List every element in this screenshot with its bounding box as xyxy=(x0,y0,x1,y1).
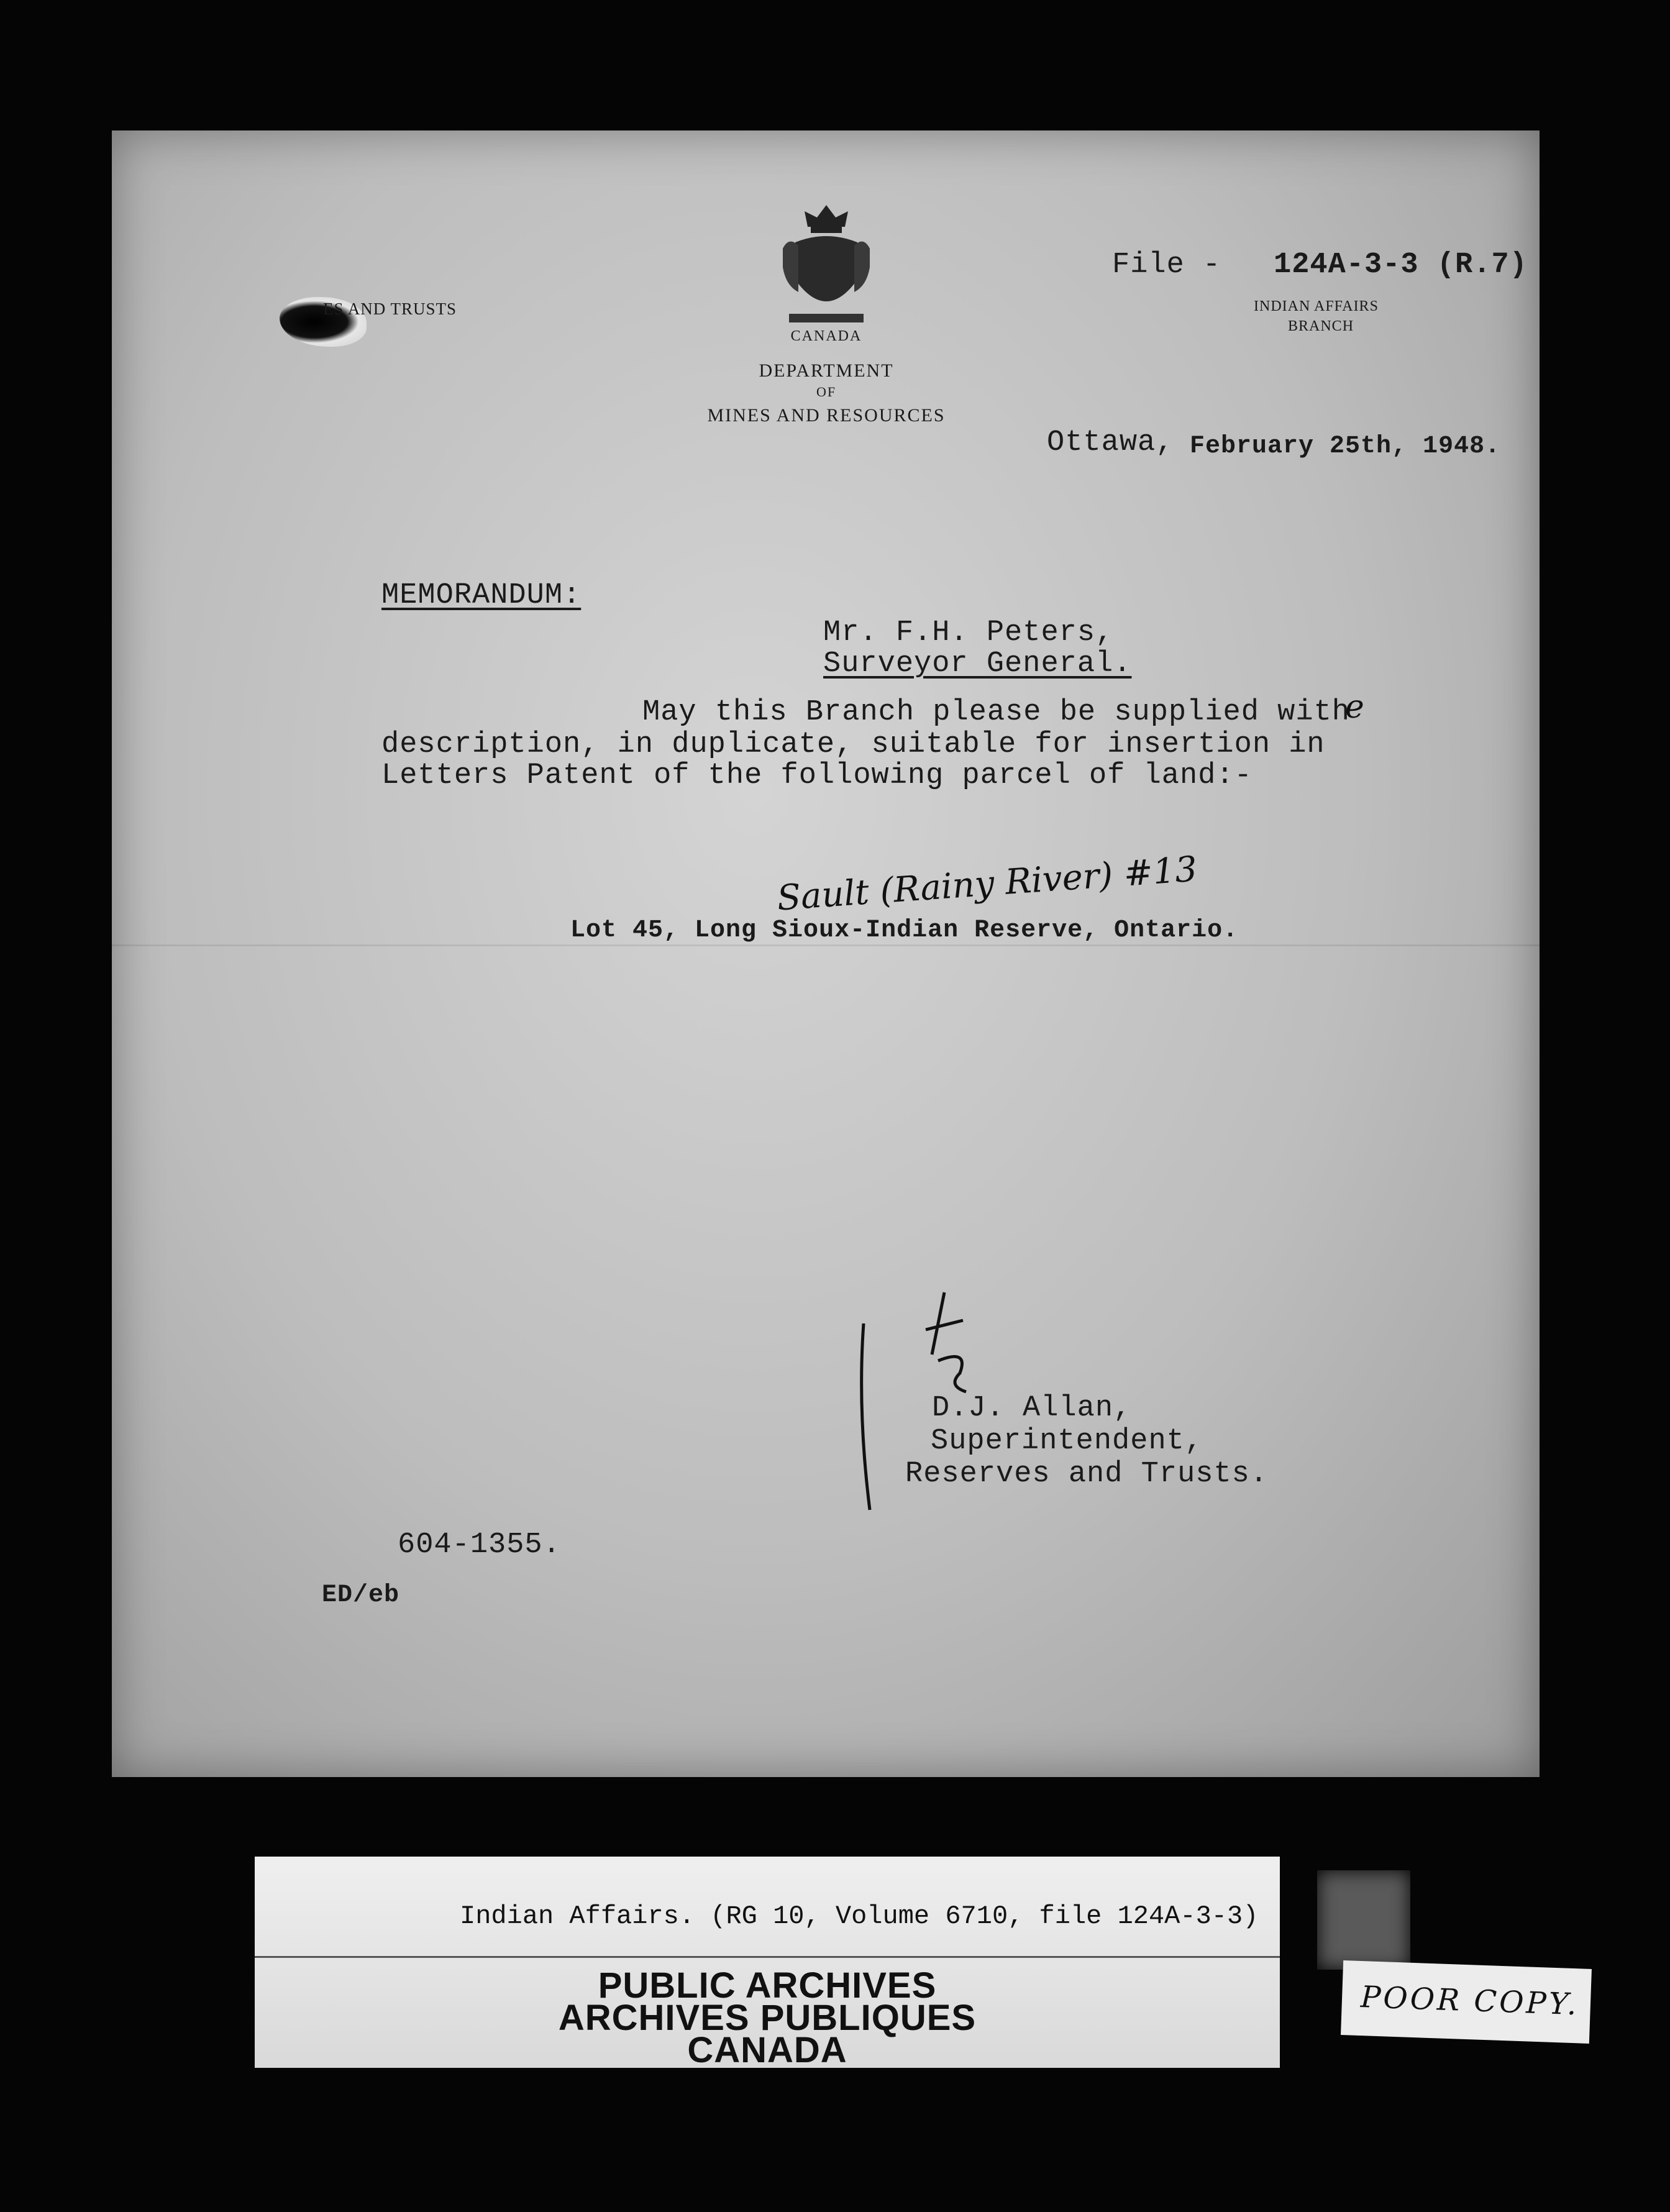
label-divider xyxy=(255,1956,1280,1958)
poor-copy-stamp xyxy=(1341,1960,1592,2044)
signer-name: D.J. Allan, xyxy=(932,1392,1132,1425)
file-number: 124A-3-3 (R.7) xyxy=(1274,249,1528,281)
date: February 25th, 1948. xyxy=(1190,432,1501,460)
letterhead-canada: CANADA xyxy=(790,328,862,344)
parcel-description: Lot 45, Long Sioux-Indian Reserve, Ontario. xyxy=(570,916,1239,944)
signer-unit: Reserves and Trusts. xyxy=(905,1458,1269,1491)
letterhead-ministry: MINES AND RESOURCES xyxy=(707,405,946,426)
letterhead-department: DEPARTMENT xyxy=(759,360,894,381)
branch-line-2: BRANCH xyxy=(1288,318,1354,334)
memo-heading: MEMORANDUM: xyxy=(381,579,582,612)
place: Ottawa, xyxy=(1047,426,1174,459)
archive-line-3: CANADA xyxy=(687,2030,847,2070)
document-page xyxy=(112,130,1540,1777)
archive-reference: Indian Affairs. (RG 10, Volume 6710, file 124A-3-3) xyxy=(460,1901,1259,1931)
label-right-shadow xyxy=(1317,1870,1410,1970)
body-line-3: Letters Patent of the following parcel of land:- xyxy=(381,759,1252,792)
handwritten-e: e xyxy=(1345,688,1364,726)
poor-copy-text: POOR COPY. xyxy=(1360,1980,1580,2022)
archive-label xyxy=(255,1857,1280,2068)
signer-title: Superintendent, xyxy=(931,1425,1203,1458)
reference-number: 604-1355. xyxy=(398,1529,561,1561)
body-line-2: description, in duplicate, suitable for insertion in xyxy=(381,728,1325,761)
archive-line-1: PUBLIC ARCHIVES xyxy=(598,1965,937,2006)
typist-initials: ED/eb xyxy=(322,1581,400,1609)
body-line-1: May this Branch please be supplied with xyxy=(642,696,1350,729)
letterhead-top-left: ES AND TRUSTS xyxy=(323,299,457,318)
handwritten-insert: Sault (Rainy River) #13 xyxy=(775,849,1199,919)
file-label: File - xyxy=(1112,249,1221,281)
letterhead-of: OF xyxy=(816,384,837,400)
coat-of-arms-icon xyxy=(777,199,876,336)
fold-line xyxy=(112,944,1540,946)
recipient-name: Mr. F.H. Peters, xyxy=(823,616,1114,649)
branch-line-1: INDIAN AFFAIRS xyxy=(1254,298,1379,314)
archive-line-2: ARCHIVES PUBLIQUES xyxy=(558,1998,977,2038)
recipient-title: Surveyor General. xyxy=(823,647,1132,680)
